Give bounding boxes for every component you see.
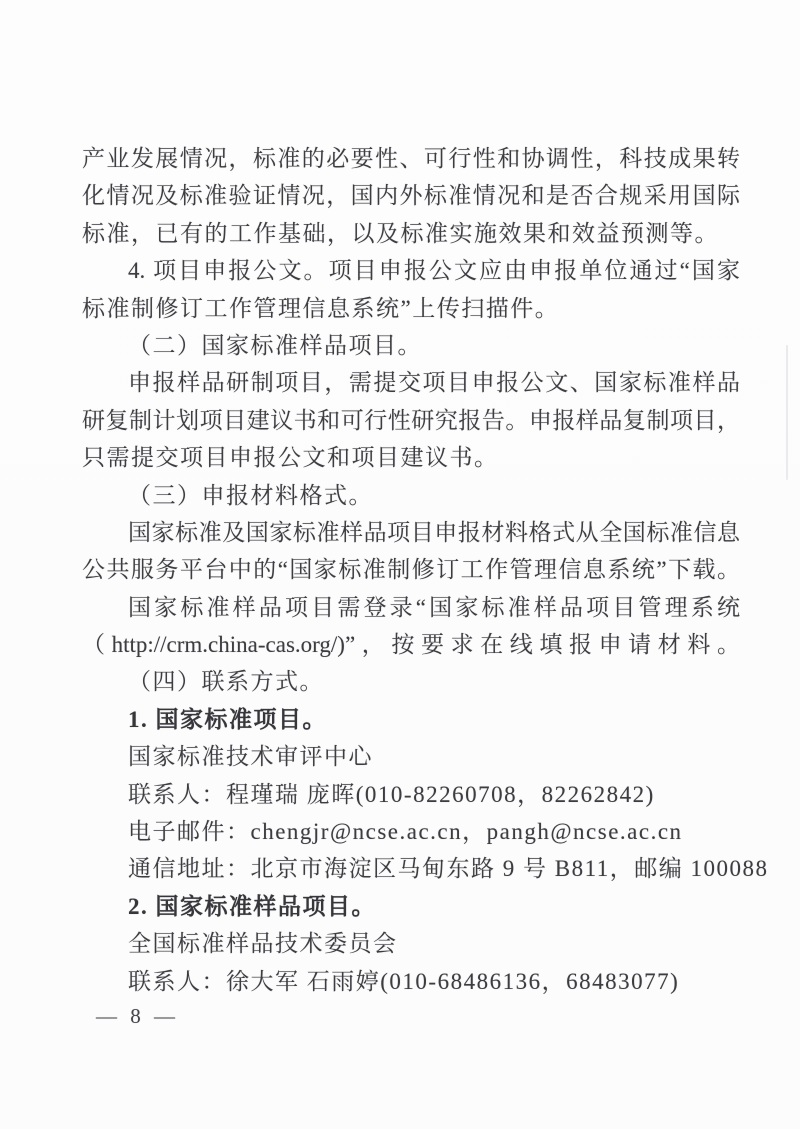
text-line: 标准，已有的工作基础，以及标准实施效果和效益预测等。: [82, 220, 719, 246]
text-line: （http://crm.china-cas.org/)”，按要求在线填报申请材料。: [82, 632, 740, 658]
scan-artifact: [786, 345, 788, 480]
page-number: — 8 —: [96, 1004, 179, 1028]
text-line: （二）国家标准样品项目。: [128, 332, 422, 358]
text-line: 全国标准样品技术委员会: [128, 931, 398, 957]
text-line: 通信地址：北京市海淀区马甸东路 9 号 B811，邮编 100088: [128, 856, 769, 882]
text-line: 国家标准及国家标准样品项目申报材料格式从全国标准信息: [128, 519, 740, 545]
text-line: 国家标准样品项目需登录“国家标准样品项目管理系统: [128, 594, 740, 620]
text-line: （三）申报材料格式。: [128, 482, 373, 508]
text-line: 标准制修订工作管理信息系统”上传扫描件。: [82, 295, 560, 321]
text-line: （四）联系方式。: [128, 669, 324, 695]
text-line: 申报样品研制项目，需提交项目申报公文、国家标准样品: [128, 370, 740, 396]
text-line: 化情况及标准验证情况，国内外标准情况和是否合规采用国际: [82, 183, 740, 209]
text-line: 联系人：徐大军 石雨婷(010-68486136，68483077): [128, 968, 680, 994]
text-line: 2. 国家标准样品项目。: [128, 893, 376, 919]
text-line: 1. 国家标准项目。: [128, 706, 327, 732]
text-line: 只需提交项目申报公文和项目建议书。: [82, 445, 499, 471]
document-body: [82, 140, 769, 1000]
text-line: 电子邮件：chengjr@ncse.ac.cn，pangh@ncse.ac.cn: [128, 819, 683, 845]
text-line: 公共服务平台中的“国家标准制修订工作管理信息系统”下载。: [82, 557, 740, 583]
text-line: 联系人：程瑾瑞 庞晖(010-82260708，82262842): [128, 781, 655, 807]
text-line: 产业发展情况，标准的必要性、可行性和协调性，科技成果转: [82, 146, 740, 171]
text-line: 研复制计划项目建议书和可行性研究报告。申报样品复制项目，: [82, 407, 740, 433]
text-line: 4. 项目申报公文。项目申报公文应由申报单位通过“国家: [128, 258, 740, 284]
text-line: 国家标准技术审评中心: [128, 744, 373, 770]
